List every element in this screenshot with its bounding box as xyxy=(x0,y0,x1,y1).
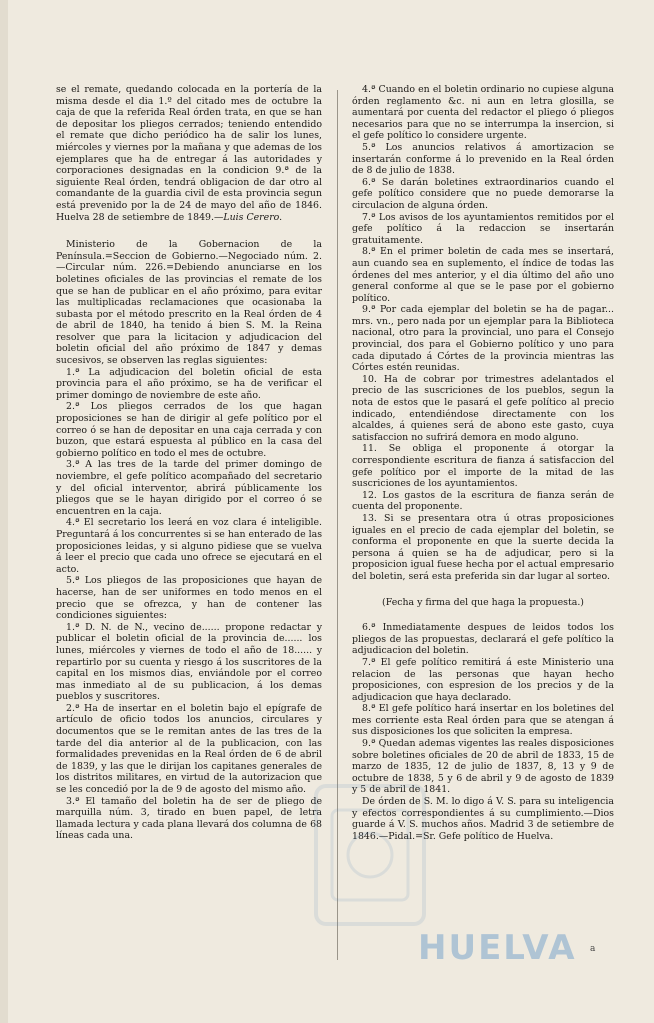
condition-4: 4.ª Cuando en el boletin ordinario no cupiese alguna órden reglamento &c. ni aun en letra glosilla, se aumentará por cuenta del redactor el pliego ó pliegos necesarios para que no se interrumpa la insercion, si el gefe político lo considere urgente. xyxy=(352,84,614,142)
opening-paragraph xyxy=(56,84,322,223)
rule-6: 6.ª Inmediatamente despues de leidos todos los pliegos de las propuestas, declarará el gefe político la adjudicacion del boletin. xyxy=(352,622,614,657)
archive-watermark: HUELVA xyxy=(418,928,577,968)
condition-3: 3.ª El tamaño del boletin ha de ser de pliego de marquilla núm. 3, tirado en buen papel, de letra llamada lectura y cada plana llevará dos columna de 68 líneas cada una. xyxy=(56,795,322,842)
condition-1: 1.ª D. N. de N., vecino de...... propone redactar y publicar el boletin oficial de la provincia de...... los lunes, miércoles y viernes de todo el año de 18...... y repartirlo por su cuenta y riesgo á los suscritores de la capital en los mismos dias, enviándole por el correo mas inmediato al de su publicacion, á los demas pueblos y suscritores. xyxy=(56,621,322,703)
left-column xyxy=(56,84,322,842)
rule-1: 1.ª La adjudicacion del boletin oficial de esta provincia para el año próximo, se ha de verificar el primer domingo de noviembre de este año. xyxy=(56,366,322,401)
condition-13: 13. Si se presentara otra ú otras proposiciones iguales en el precio de cada ejemplar del boletin, se conforma el proponente en que la suerte decida la persona á quien se ha de adjudicar, pero si la proposicion igual fuese hecha por el actual empresario del boletin, será esta preferida sin dar lugar al sorteo. xyxy=(352,512,614,582)
rule-4: 4.ª El secretario los leerá en voz clara é inteligible. Preguntará á los concurrentes si se han enterado de las proposiciones leidas, y si alguno pidiese que se vuelva á leer el precio que cada uno ofrece se ejecutará en el acto. xyxy=(56,517,323,575)
condition-10: 10. Ha de cobrar por trimestres adelantados el precio de las suscriciones de los pueblos, segun la nota de estos que le pasará el gefe político al precio indicado, entendiéndose directamente con los alcaldes, á quienes será de abono este gasto, cuya satisfaccion no sufrirá demora en modo alguno. xyxy=(352,373,614,443)
signature-note: (Fecha y firma del que haga la propuesta.) xyxy=(382,596,584,608)
condition-11: 11. Se obliga el proponente á otorgar la correspondiente escritura de fianza á satisfaccion del gefe político por el importe de la mitad de las suscriciones de los ayuntamientos. xyxy=(352,443,614,490)
condition-5: 5.ª Los anuncios relativos á amortizacion se insertarán conforme á lo prevenido en la Real órden de 8 de julio de 1838. xyxy=(352,141,614,177)
page-edge xyxy=(0,0,8,1023)
ministry-header: Ministerio de la Gobernacion de la Península.=Seccion de Gobierno.—Negociado núm. 2.—Circular núm. 226.=Debiendo anunciarse en los boletines oficiales de las provincias el remate de los que se han de publicar en el año próximo, para evitar las multiplicadas reclamaciones que ocasionaba la subasta por el método prescrito en la Real órden de 4 de abril de 1840, ha tenido á bien S. M. la Reina resolver que para la licitacion y adjudicacion del boletin oficial del año próximo de 1847 y demas sucesivos, se observen las reglas siguientes: xyxy=(56,239,322,367)
rule-2: 2.ª Los pliegos cerrados de los que hagan proposiciones se han de dirigir al gefe político por el correo ó se han de depositar en una caja cerrada y con buzon, que estará espuesta al público en la casa del gobierno político en todo el mes de octubre. xyxy=(56,401,322,459)
rule-8: 8.ª El gefe político hará insertar en los boletines del mes corriente esta Real órden para que se atengan á sus disposiciones los que soliciten la empresa. xyxy=(352,703,614,738)
section-gap xyxy=(352,583,614,597)
rule-9: 9.ª Quedan ademas vigentes las reales disposiciones sobre boletines oficiales de 20 de abril de 1833, 15 de marzo de 1835, 12 de julio de 1837, 8, 13 y 9 de octubre de 1838, 5 y 6 de abril y 9 de agosto de 1839 y 5 de abril de 1841. xyxy=(352,738,614,796)
section-gap xyxy=(352,608,614,622)
condition-8: 8.ª En el primer boletin de cada mes se insertará, aun cuando sea en suplemento, el índice de todas las órdenes del mes anterior, y el dia último del año uno general conforme al que se le pase por el gobierno político. xyxy=(352,246,614,304)
rule-3: 3.ª A las tres de la tarde del primer domingo de noviembre, el gefe político acompañado del secretario y del oficial interventor, abrirá públicamente los pliegos que se le hayan dirigido por el correo ó se encuentren en la caja. xyxy=(56,459,322,517)
condition-12: 12. Los gastos de la escritura de fianza serán de cuenta del proponente. xyxy=(352,489,614,513)
page-signature-mark: a xyxy=(590,944,596,954)
closing-paragraph: De órden de S. M. lo digo á V. S. para su inteligencia y efectos correspondientes á su cumplimiento.—Dios guarde á V. S. muchos años. Madrid 3 de setiembre de 1846.—Pidal.=Sr. Gefe político de Huelva. xyxy=(352,796,614,842)
condition-6: 6.ª Se darán boletines extraordinarios cuando el gefe político considere que no puede demorarse la circulacion de alguna órden. xyxy=(352,176,614,211)
library-seal-icon xyxy=(310,780,430,930)
section-gap xyxy=(56,223,322,237)
opening-signature: Luis Cerero. xyxy=(223,211,283,223)
condition-9: 9.ª Por cada ejemplar del boletin se ha de pagar... mrs. vn., pero nada por un ejemplar para la Biblioteca nacional, otro para la provincial, uno para el Consejo provincial, dos para el Gobierno político y uno para cada diputado á Córtes de la provincia mientras las Córtes estén reunidas. xyxy=(352,304,614,374)
rule-7: 7.ª El gefe político remitirá á este Ministerio una relacion de las personas que hayan hecho proposiciones, con espresion de los precios y de la adjudicacion que haya declarado. xyxy=(352,656,614,703)
condition-2: 2.ª Ha de insertar en el boletin bajo el epígrafe de artículo de oficio todos los anuncios, circulares y documentos que se le remitan antes de las tres de la tarde del dia anterior al de la publicacion, con las formalidades prevenidas en la Real órden de 6 de abril de 1839, y las que le dirijan los capitanes generales de los distritos militares, en virtud de la autorizacion que se les concedió por la de 9 de agosto del mismo año. xyxy=(56,702,322,796)
right-column xyxy=(352,84,614,842)
condition-7: 7.ª Los avisos de los ayuntamientos remitidos por el gefe político á la redaccion se insertarán gratuitamente. xyxy=(352,211,614,246)
opening-paragraph-text: se el remate, quedando colocada en la portería de la misma desde el dia 1.º del citado mes de octubre la caja de que la referida Real órden trata, en que se han de depositar los pliegos cerrados; teniendo entendido el remate que dicho periódico ha de salir los lunes, miércoles y viernes por la mañana y que ademas de los ejemplares que ha de entregar á las autoridades y corporaciones designadas en la condicion 9.ª de la siguiente Real órden, tendrá obligacion de dar otro al comandante de la guardia civil de esta provincia segun está prevenido por la de 24 de mayo del año de 1846. Huelva 28 de setiembre de 1849.— xyxy=(56,84,322,223)
rule-5: 5.ª Los pliegos de las proposiciones que hayan de hacerse, han de ser uniformes en todo menos en el precio que se ofrezca, y han de contener las condiciones siguientes: xyxy=(56,575,322,622)
